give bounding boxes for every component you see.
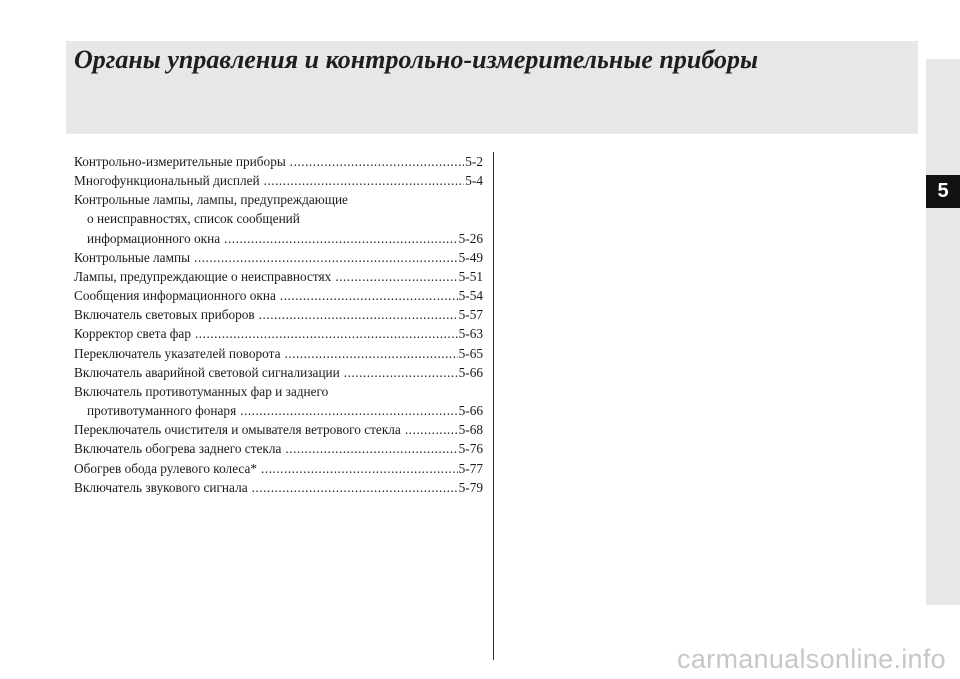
- toc-entry-title: Контрольные лампы: [74, 249, 191, 265]
- toc-entry-title: Лампы, предупреждающие о неисправностях: [74, 268, 332, 284]
- toc-entry-title: Включатель звукового сигнала: [74, 479, 248, 495]
- toc-entry-fog-lamps-line1[interactable]: Включатель противотуманных фар и заднего: [74, 383, 329, 399]
- toc-page-ref: 5-49: [458, 249, 483, 265]
- toc-page-ref: 5-63: [458, 326, 483, 342]
- toc-entry-warning-list-line1[interactable]: Контрольные лампы, лампы, предупреждающие: [74, 192, 348, 208]
- toc-page-ref: 5-76: [458, 441, 483, 457]
- toc-page-ref: 5-51: [458, 268, 483, 284]
- toc-entry-turn-signal[interactable]: [74, 344, 483, 363]
- toc-page-ref: 5-66: [458, 403, 483, 419]
- toc-page-ref: 5-2: [465, 154, 483, 169]
- toc-entry-title: Включатель световых приборов: [74, 307, 255, 323]
- toc-entry-title: Переключатель указателей поворота: [74, 345, 281, 361]
- toc-dot-leader: [405, 420, 458, 439]
- toc-page-ref: 5-79: [458, 479, 483, 495]
- toc-dot-leader: [195, 324, 458, 343]
- toc-entry-title: Переключатель очистителя и омывателя ветрового стекла: [74, 422, 401, 438]
- toc-entry-rear-defogger[interactable]: [74, 439, 483, 458]
- toc-entry-title: информационного окна: [87, 230, 221, 246]
- toc-entry-headlamp-leveling[interactable]: [74, 324, 483, 343]
- toc-entry-title: Контрольно-измерительные приборы: [74, 154, 286, 169]
- chapter-header: [66, 41, 918, 134]
- site-watermark: carmanualsonline.info: [677, 644, 946, 674]
- toc-page-ref: 5-65: [458, 345, 483, 361]
- chapter-title: Органы управления и контрольно-измерительные приборы: [74, 45, 758, 74]
- chapter-number-tab: 5: [926, 175, 960, 208]
- toc-entry-light-switch[interactable]: [74, 305, 483, 324]
- toc-dot-leader: [252, 478, 458, 497]
- toc-entry-wiper-washer[interactable]: [74, 420, 483, 439]
- toc-entry-title: Включатель обогрева заднего стекла: [74, 441, 282, 457]
- toc-entry-warning-list-line3[interactable]: [74, 229, 483, 248]
- toc-entry-title: Корректор света фар: [74, 326, 191, 342]
- toc-entry-title: Включатель аварийной световой сигнализации: [74, 364, 340, 380]
- toc-entry-instruments[interactable]: [74, 152, 483, 171]
- toc-dot-leader: [259, 305, 458, 324]
- chapter-side-strip: [926, 59, 960, 605]
- toc-entry-title: Обогрев обода рулевого колеса*: [74, 460, 258, 476]
- toc-dot-leader: [284, 344, 457, 363]
- toc-dot-leader: [264, 171, 465, 190]
- toc-dot-leader: [285, 439, 457, 458]
- toc-page-ref: 5-4: [465, 173, 483, 189]
- toc-dot-leader: [224, 229, 457, 248]
- toc-page-ref: 5-77: [458, 460, 483, 476]
- toc-entry-title: Сообщения информационного окна: [74, 288, 276, 304]
- toc-entry-hazard-switch[interactable]: [74, 363, 483, 382]
- column-divider: [493, 152, 494, 660]
- table-of-contents: [74, 152, 483, 497]
- toc-dot-leader: [344, 363, 458, 382]
- toc-page-ref: 5-66: [458, 364, 483, 380]
- toc-entry-indicator-lamps[interactable]: [74, 248, 483, 267]
- toc-dot-leader: [194, 248, 458, 267]
- toc-entry-fog-lamps-line2[interactable]: [74, 401, 483, 420]
- toc-dot-leader: [290, 152, 464, 171]
- toc-dot-leader: [335, 267, 457, 286]
- toc-page-ref: 5-68: [458, 422, 483, 438]
- toc-entry-multi-display[interactable]: [74, 171, 483, 190]
- toc-page-ref: 5-26: [458, 230, 483, 246]
- toc-entry-title: Многофункциональный дисплей: [74, 173, 260, 189]
- toc-page-ref: 5-57: [458, 307, 483, 323]
- toc-entry-heated-steering[interactable]: [74, 459, 483, 478]
- toc-entry-warning-lamps[interactable]: [74, 267, 483, 286]
- toc-entry-info-messages[interactable]: [74, 286, 483, 305]
- toc-entry-title: противотуманного фонаря: [87, 403, 237, 419]
- toc-page-ref: 5-54: [458, 288, 483, 304]
- toc-entry-horn-switch[interactable]: [74, 478, 483, 497]
- toc-dot-leader: [261, 459, 458, 478]
- toc-entry-warning-list-line2[interactable]: о неисправностях, список сообщений: [87, 211, 300, 227]
- toc-dot-leader: [240, 401, 457, 420]
- toc-dot-leader: [280, 286, 458, 305]
